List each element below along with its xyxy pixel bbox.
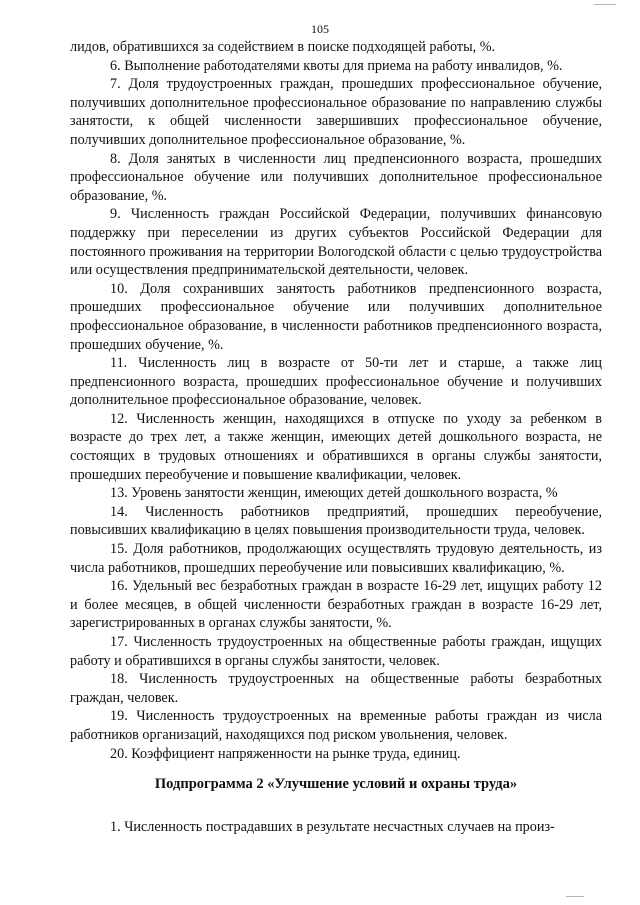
indicator-item: 20. Коэффициент напряженности на рынке труда, единиц. <box>110 745 461 762</box>
paragraph-continuation: лидов, обратившихся за содействием в поиске подходящей работы, %. <box>70 39 496 55</box>
indicator-item: 10. Доля сохранивших занятость работников предпенсионного возраста, прошедших профессиональное обучение или получивших дополнительное профессиональное образование, в численности работников предпенсионного возраста, прошедших обучение, %. <box>70 280 602 353</box>
indicator-item: 17. Численность трудоустроенных на общественные работы граждан, ищущих работу и обратившихся в органы службы занятости, человек. <box>70 634 602 669</box>
indicator-item: 9. Численность граждан Российской Федерации, получивших финансовую поддержку при переселении из других субъектов Российской Федерации для постоянного проживания на территории Вологодской области с целью трудоустройства или осуществления предпринимательской деятельности, человек. <box>70 206 602 279</box>
indicator-item: 1. Численность пострадавших в результате несчастных случаев на произ- <box>110 819 555 835</box>
indicator-item: 11. Численность лиц в возрасте от 50-ти лет и старше, а также лиц предпенсионного возраста, прошедших профессиональное обучение и получивших дополнительное профессиональное образование, человек. <box>70 355 602 409</box>
indicator-item: 18. Численность трудоустроенных на общественные работы безработных граждан, человек. <box>70 671 602 706</box>
indicator-item: 19. Численность трудоустроенных на временные работы граждан из числа работников организаций, находящихся под риском увольнения, человек. <box>70 708 602 743</box>
indicator-list <box>70 38 602 763</box>
subprogram-heading: Подпрограмма 2 «Улучшение условий и охраны труда» <box>154 776 518 792</box>
indicator-item: 16. Удельный вес безработных граждан в возрасте 16-29 лет, ищущих работу 12 и более месяцев, в общей численности безработных граждан в возрасте 16-29 лет, зарегистрированных в органах службы занятости, %. <box>70 578 602 632</box>
indicator-item: 7. Доля трудоустроенных граждан, прошедших профессиональное обучение, получивших дополнительное профессиональное образование по направлению службы занятости, к общей численности завершивших профессиональное обучение, получивших дополнительное профессиональное образование, %. <box>70 76 602 148</box>
indicator-item: 8. Доля занятых в численности лиц предпенсионного возраста, прошедших профессиональное обучение или получивших дополнительное профессиональное образование, %. <box>70 150 602 204</box>
page-number: 105 <box>311 22 329 36</box>
indicator-item: 15. Доля работников, продолжающих осуществлять трудовую деятельность, из числа работников, прошедших переобучение или повысивших квалификацию, %. <box>70 541 602 576</box>
scan-artifact <box>566 896 584 897</box>
subprogram-indicators <box>70 818 602 837</box>
indicator-item: 13. Уровень занятости женщин, имеющих детей дошкольного возраста, % <box>110 485 558 502</box>
indicator-item: 12. Численность женщин, находящихся в отпуске по уходу за ребенком в возрасте до трех лет, а также женщин, имеющих детей дошкольного возраста, не состоящих в трудовых отношениях и обратившихся в органы службы занятости, прошедших переобучение и повышение квалификации, человек. <box>70 410 602 483</box>
scan-artifact <box>594 4 616 5</box>
indicator-item: 6. Выполнение работодателями квоты для приема на работу инвалидов, %. <box>110 57 563 74</box>
indicator-item: 14. Численность работников предприятий, прошедших переобучение, повысивших квалификацию в целях повышения производительности труда, человек. <box>70 503 602 539</box>
